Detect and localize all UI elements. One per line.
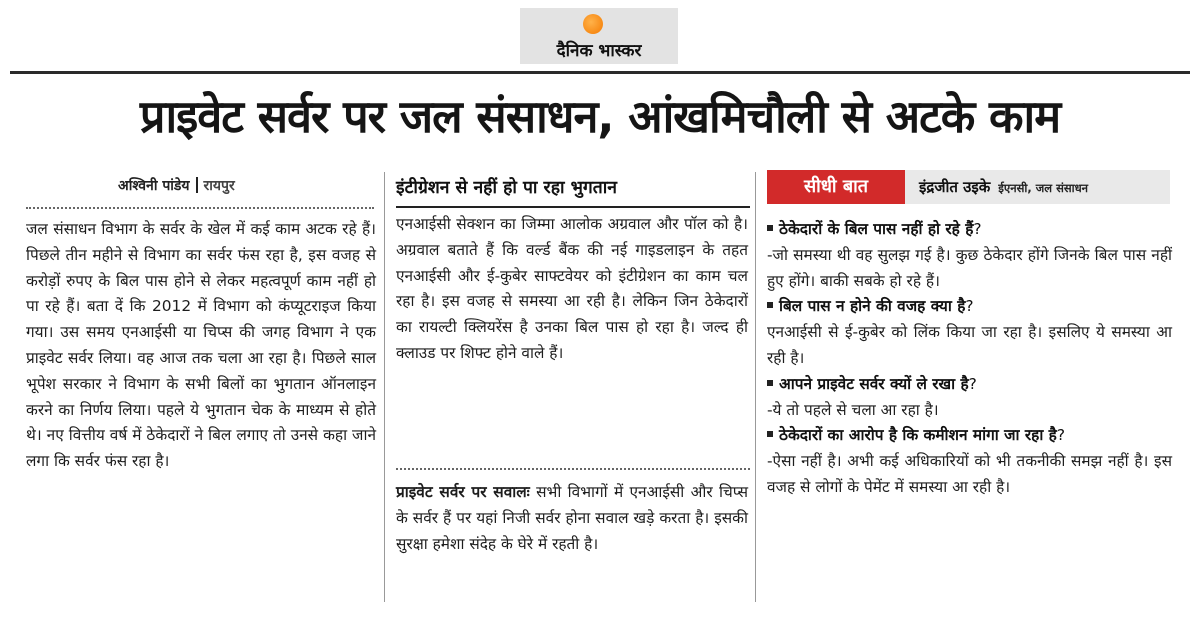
headline: प्राइवेट सर्वर पर जल संसाधन, आंखमिचौली से अटके काम <box>139 90 1061 143</box>
bullet-icon <box>767 302 773 308</box>
qa-question-text: ठेकेदारों के बिल पास नहीं हो रहे हैं <box>779 220 974 238</box>
qa-question-text: आपने प्राइवेट सर्वर क्यों ले रखा है <box>779 374 969 393</box>
qa-answer: -जो समस्या थी वह सुलझ गई है। कुछ ठेकेदार होंगे जिनके बिल पास नहीं हुए होंगे। बाकी सबके हो रहे हैं। <box>767 245 1172 290</box>
sun-icon <box>583 14 603 34</box>
sidebar-heading: इंटीग्रेशन से नहीं हो पा रहा भुगतान <box>396 178 618 198</box>
qa-question-text: बिल पास न होने की वजह क्या है <box>779 297 966 316</box>
column-divider <box>384 172 385 602</box>
interviewee-title: ईएनसी, जल संसाधन <box>998 181 1089 195</box>
sidebar-body: एनआईसी सेक्शन का जिम्मा आलोक अग्रवाल और पॉल को है। अग्रवाल बताते हैं कि वर्ल्ड बैंक की नई गाइडलाइन के तहत एनआईसी और ई-कुबेर साफ्टवेयर को इंटीग्रेशन का काम चल रहा है। इस वजह से समस्या आ रही है। लेकिन जिन ठेकेदारों का रायल्टी क्लियरेंस है उनका बिल पास हो रहा है। जल्द ही क्लाउड पर शिफ्ट होने वाले हैं। <box>396 215 748 362</box>
interviewee-name: इंद्रजीत उइके <box>919 178 991 196</box>
qa-question-text: ठेकेदारों का आरोप है कि कमीशन मांगा जा रहा है <box>779 426 1057 445</box>
qa-question: ठेकेदारों के बिल पास नहीं हो रहे हैं? <box>767 217 1172 243</box>
interview-badge: सीधी बात <box>767 170 905 204</box>
sidebar-question-para <box>396 480 748 557</box>
byline-rule <box>26 207 374 210</box>
byline-city: रायपुर <box>203 178 235 194</box>
qa-answer: -ये तो पहले से चला आ रहा है। <box>767 400 939 419</box>
bullet-icon <box>767 431 773 437</box>
interviewee-box <box>905 170 1170 204</box>
qa-answer: -ऐसा नहीं है। अभी कई अधिकारियों को भी तकनीकी समझ नहीं है। इस वजह से लोगों के पेमेंट में समस्या आ रही है। <box>767 452 1172 496</box>
byline-author: अश्विनी पांडेय <box>118 178 190 194</box>
sidebar-heading-rule <box>396 206 750 208</box>
sidebar-divider <box>396 468 750 471</box>
main-story-body: जल संसाधन विभाग के सर्वर के खेल में कई काम अटक रहे हैं। पिछले तीन महीने से विभाग का सर्वर फंस रहा है, इस वजह से करोड़ों रुपए के बिल पास होने से लेकर महत्वपूर्ण काम नहीं हो पा रहे हैं। बता दें कि 2012 में विभाग को कंप्यूटराइज किया गया। उस समय एनआईसी या चिप्स की जगह विभाग ने एक प्राइवेट सर्वर लिया। वह आज तक चला आ रहा है। पिछले साल भूपेश सरकार ने विभाग के सभी बिलों का भुगतान ऑनलाइन करने का निर्णय लिया। पहले ये भुगतान चेक के माध्यम से होते थे। नए वित्तीय वर्ष में ठेकेदारों ने बिल लगाए तो उनसे कहा जाने लगा कि सर्वर फंस रहा है। <box>26 220 376 471</box>
logo-text: दैनिक भास्कर <box>556 41 642 61</box>
bullet-icon <box>767 225 773 231</box>
interview-qa <box>767 217 1172 501</box>
bullet-icon <box>767 380 773 386</box>
headline-top-rule <box>10 71 1190 74</box>
qa-question: आपने प्राइवेट सर्वर क्यों ले रखा है? <box>767 372 1172 398</box>
masthead-logo <box>520 8 678 64</box>
sidebar-question-lead: प्राइवेट सर्वर पर सवालः <box>396 483 530 501</box>
byline <box>118 176 235 195</box>
sidebar-question-body: सभी विभागों में एनआईसी और चिप्स के सर्वर हैं पर यहां निजी सर्वर होना सवाल खड़े करता है। इसकी सुरक्षा हमेशा संदेह के घेरे में रहती है। <box>396 483 748 553</box>
qa-answer: एनआईसी से ई-कुबेर को लिंक किया जा रहा है। इसलिए ये समस्या आ रही है। <box>767 323 1172 367</box>
qa-question: बिल पास न होने की वजह क्या है? <box>767 294 1172 320</box>
byline-separator <box>196 177 198 193</box>
qa-question: ठेकेदारों का आरोप है कि कमीशन मांगा जा रहा है? <box>767 423 1172 449</box>
column-divider <box>755 172 756 602</box>
